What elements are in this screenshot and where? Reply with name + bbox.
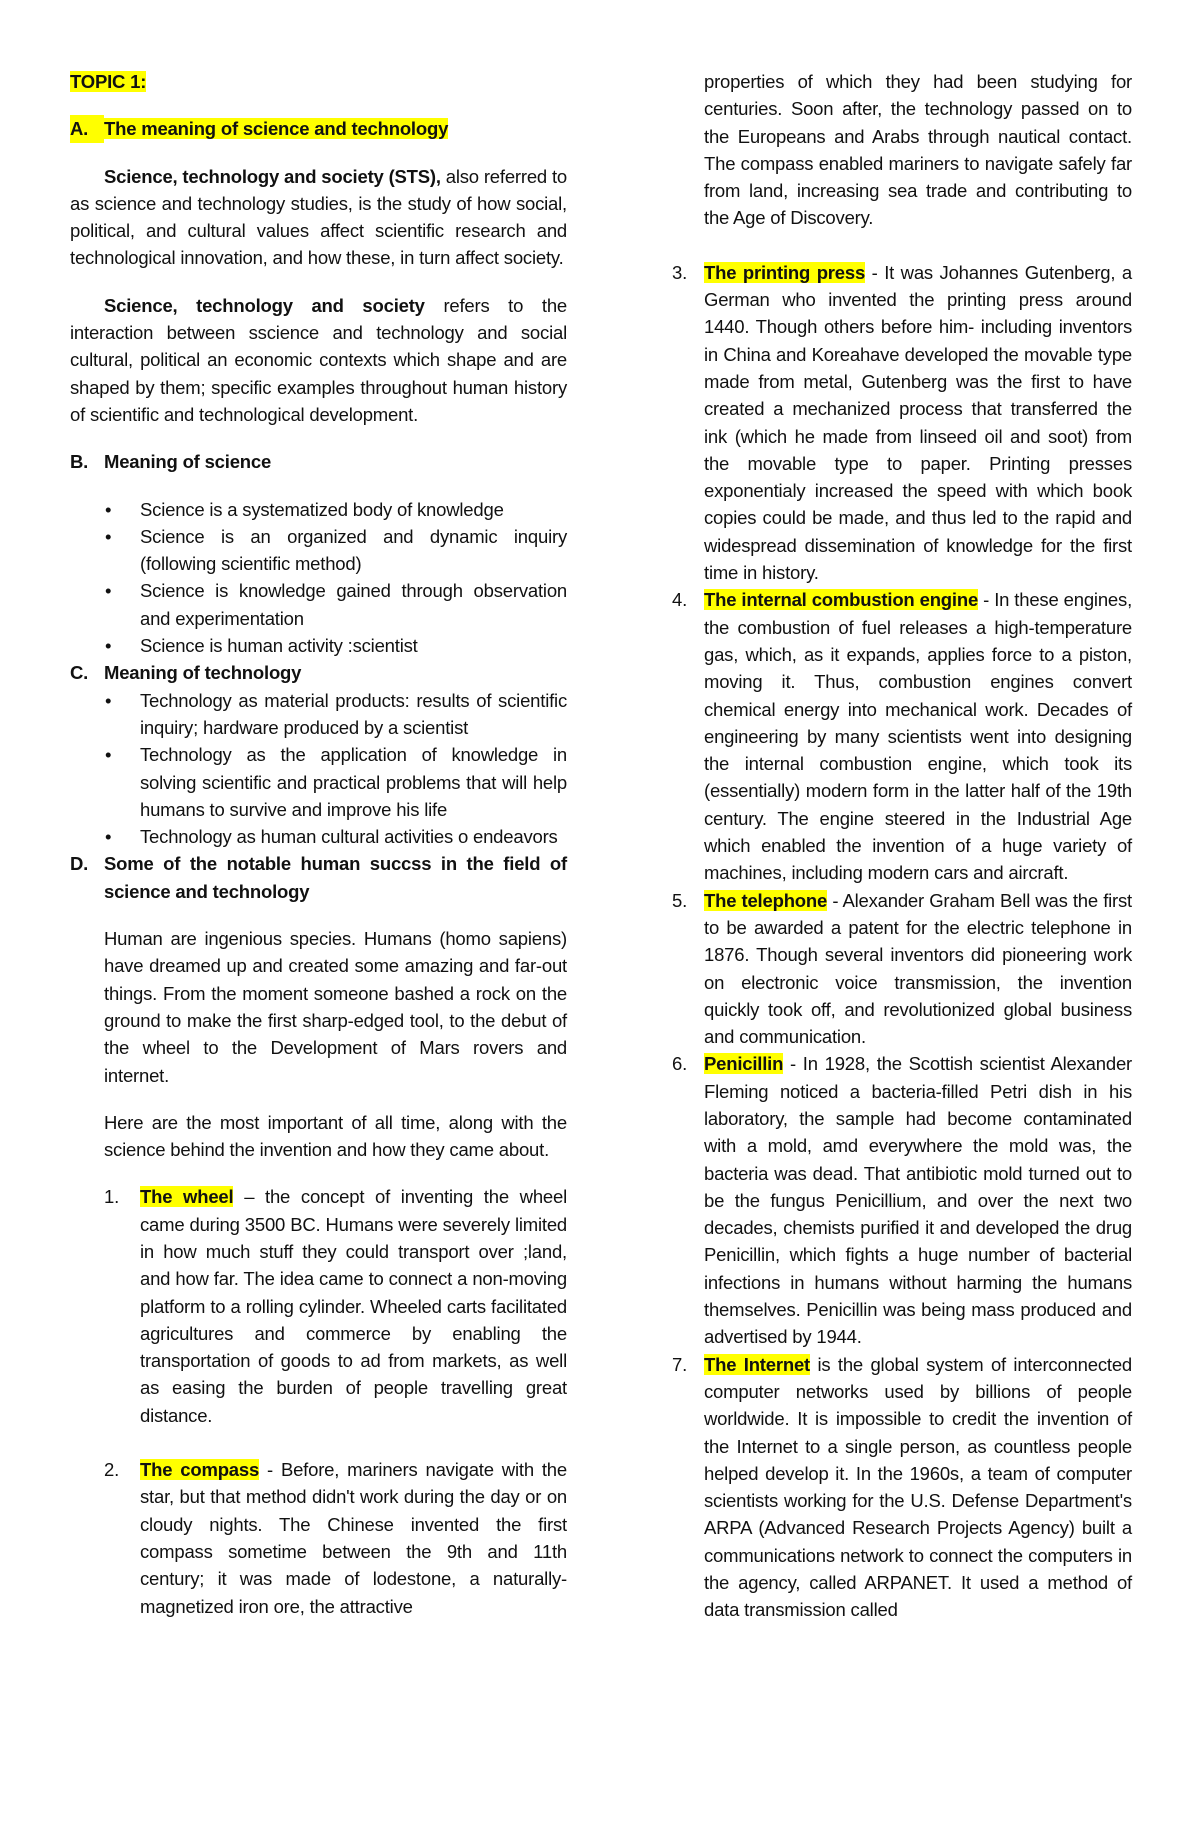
section-d-intro: Human are ingenious species. Humans (homo sapiens) have dreamed up and created some amazing and far-out things. From the moment someone bashed a rock on the ground to make the first sharp-edged tool, to the debut of the wheel to the Development of Mars rovers and internet. <box>104 928 567 1086</box>
list-item: • Technology as the application of knowledge in solving scientific and practical problems that will help humans to survive and improve his life <box>105 744 567 820</box>
sts-interaction-paragraph: Science, technology and society refers to the interaction between sscience and technology and social cultural, political an economic contexts which shape and are shaped by them; specific examples throughout human history of scientific and technological development. <box>70 294 567 425</box>
invention-item-compass-cont: properties of which they had been studying for centuries. Soon after, the technology passed on to the Europeans and Arabs through nautical contact. The compass enabled mariners to navigate safely far from land, increasing sea trade and contributing to the Age of Discovery. <box>704 71 1132 229</box>
sts-definition-paragraph: Science, technology and society (STS), also referred to as science and technology studies, is the study of how social, political, and cultural values affect scientific research and technological innovation, and how these, in turn affect society. <box>70 165 567 269</box>
list-item: • Technology as human cultural activities o endeavors <box>105 826 558 848</box>
section-c-heading: C. Meaning of technology <box>70 662 302 684</box>
list-item: • Technology as material products: results of scientific inquiry; hardware produced by a scientist <box>105 689 567 738</box>
section-a-heading: A. The meaning of science and technology <box>70 115 567 142</box>
list-item: • Science is human activity :scientist <box>105 635 418 657</box>
science-meaning-list <box>70 496 567 660</box>
invention-item-internet: 7. The Internet is the global system of interconnected computer networks used by billions of people worldwide. It is impossible to credit the invention of the Internet to a single person, as countless people helped develop it. In the 1960s, a team of computer scientists working for the U.S. Defense Department's ARPA (Advanced Research Projects Agency) built a communications network to connect the computers in the agency, called ARPANET. It used a method of data transmission called <box>672 1353 1132 1621</box>
list-item: • Science is a systematized body of knowledge <box>105 498 504 520</box>
invention-item-compass: 2. The compass - Before, mariners navigate with the star, but that method didn't work during the day or on cloudy nights. The Chinese invented the first compass sometime between the 9th and 11th century; it was made of lodestone, a naturally-magnetized iron ore, the attractive <box>104 1459 567 1617</box>
list-item: • Science is an organized and dynamic inquiry (following scientific method) <box>105 525 567 575</box>
invention-item-printing-press: 3. The printing press - It was Johannes Gutenberg, a German who invented the printing press around 1440. Though others before him- including inventors in China and Koreahave developed the movable type made from metal, Gutenberg was the first to have created a mechanized process that transferred the ink (which he made from linseed oil and soot) from the movable type to paper. Printing presses exponentialy increased the speed with which book copies could be made, and thus led to the rapid and widespread dissemination of knowledge for the first time in history. <box>672 261 1132 584</box>
section-b-heading: B. Meaning of science <box>70 451 272 473</box>
invention-item-wheel: 1. The wheel – the concept of inventing the wheel came during 3500 BC. Humans were severely limited in how much stuff they could transport over ;land, and how far. The idea came to connect a non-moving platform to a rolling cylinder. Wheeled carts facilitated agricultures and commerce by enabling the transportation of goods to ad from markets, as well as easing the burden of people travelling great distance. <box>104 1186 568 1426</box>
invention-item-telephone: 5. The telephone - Alexander Graham Bell was the first to be awarded a patent for the electric telephone in 1876. Though several inventors did pioneering work on electronic voice transmission, the invention quickly took off, and revolutionized global business and communication. <box>672 889 1132 1048</box>
left-column <box>70 68 567 1620</box>
list-item: • Science is knowledge gained through observation and experimentation <box>105 580 567 629</box>
invention-item-combustion-engine: 4. The internal combustion engine - In these engines, the combustion of fuel releases a high-temperature gas, which, as it expands, applies force to a piston, moving it. Thus, combustion engines convert chemical energy into mechanical work. Decades of engineering by many scientists went into designing the internal combustion engine, which took its (essentially) modern form in the latter half of the 19th century. The engine steered in the Industrial Age which enabled the invention of a huge variety of machines, including modern cars and aircraft. <box>672 589 1133 884</box>
right-column <box>672 68 1133 1624</box>
topic-heading: TOPIC 1: <box>70 71 147 92</box>
technology-meaning-list <box>70 687 567 851</box>
inventions-list-left <box>70 1183 567 1619</box>
section-d-intro-2: Here are the most important of all time, along with the science behind the invention and how they came about. <box>104 1111 567 1161</box>
invention-item-penicillin: 6. Penicillin - In 1928, the Scottish scientist Alexander Fleming noticed a bacteria-filled Petri dish in his laboratory, the sample had become contaminated with a mold, amd everywhere the mold was, the bacteria was dead. That antibiotic mold turned out to be the fungus Penicillium, and over the next two decades, chemists purified it and developed the drug Penicillin, which fights a huge number of bacterial infections in humans without harming the humans themselves. Penicillin was being mass produced and advertised by 1944. <box>672 1053 1132 1348</box>
inventions-list-right <box>672 68 1133 1624</box>
section-d-heading: D. Some of the notable human succss in the field of science and technology <box>70 853 567 902</box>
